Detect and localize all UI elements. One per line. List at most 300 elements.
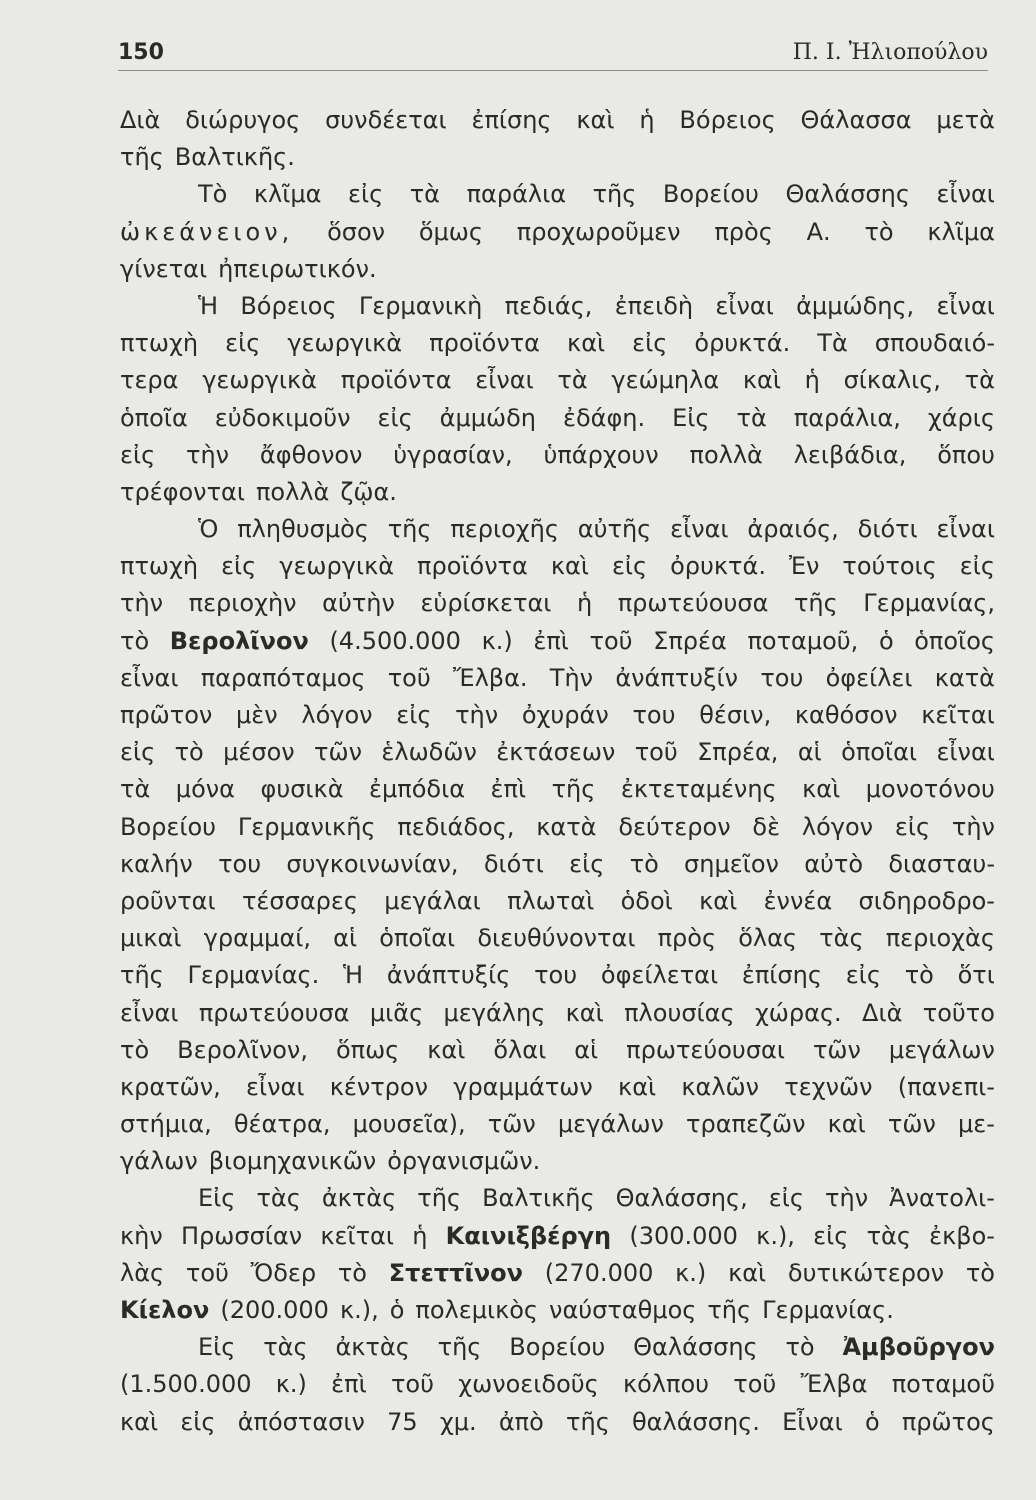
word: αἱ — [797, 738, 822, 767]
word: εἰς — [225, 329, 261, 358]
word: ὀρυκτά. — [694, 329, 791, 358]
word: τῆς — [387, 515, 432, 544]
word: εἰς — [768, 1184, 804, 1213]
word: μεγάλων — [557, 1110, 664, 1139]
word: ἡ — [804, 366, 820, 395]
word: στήμια, — [120, 1110, 212, 1139]
word: καλήν — [120, 849, 193, 878]
word: Θάλασσα — [800, 106, 912, 134]
word: εἰς — [813, 1221, 849, 1250]
word: Βόρειος — [679, 106, 776, 134]
word: εἶναι — [936, 180, 995, 209]
word: καὶ — [618, 1072, 657, 1101]
word: τῆς — [417, 1184, 461, 1213]
word: (270.000 — [544, 1258, 654, 1287]
word: εἶναι — [670, 515, 729, 544]
word: Γερμανικῆς — [237, 812, 376, 841]
word: τῆς — [566, 1407, 610, 1436]
word: τοῦ — [387, 663, 431, 692]
word: διότι — [483, 849, 544, 878]
word: κ.), — [339, 1296, 379, 1324]
word: ἄφθονον — [259, 440, 363, 469]
word: 75 — [387, 1407, 418, 1436]
word: τῆς — [437, 1333, 482, 1362]
word: ὅμως — [418, 217, 483, 246]
word: ἠπειρωτικόν. — [218, 254, 377, 283]
word: καὶ — [120, 1407, 159, 1436]
word: γεώμηλα — [611, 366, 720, 395]
word: προϊόντα — [429, 329, 541, 358]
word: τὰς — [263, 1333, 308, 1362]
word: θέατρα, — [233, 1110, 331, 1139]
word: μόνα — [175, 775, 235, 804]
word: τὸ — [120, 626, 150, 655]
word: τὸ — [629, 849, 659, 878]
word: πολεμικὸς — [415, 1296, 539, 1324]
word: τῆς — [551, 775, 596, 804]
word: ὑπάρχουν — [543, 440, 659, 469]
word: κ.), — [756, 1221, 795, 1250]
word: τῆς — [120, 143, 164, 172]
word: τέσσαρες — [241, 886, 358, 915]
word: εἶναι — [936, 291, 995, 320]
word: εἰς — [632, 329, 668, 358]
word: τοῦ — [634, 738, 678, 767]
word: τὰς — [819, 924, 864, 953]
word: πεδιάδος, — [397, 812, 515, 841]
word: του — [534, 961, 578, 990]
word: φυσικὰ — [260, 775, 344, 804]
word: δὲ — [752, 812, 781, 841]
place-name: Ἀμβοῦργον — [842, 1333, 995, 1362]
word: Ἔλβα. — [453, 663, 528, 692]
word: λόγον — [801, 812, 874, 841]
text-line — [120, 1069, 995, 1106]
word: βιομηχανικῶν — [208, 1147, 377, 1176]
word: Βόρειος — [240, 291, 337, 320]
text-line — [120, 325, 995, 362]
word: παράλια, — [793, 403, 901, 432]
word: Ἀνατολι- — [889, 1184, 995, 1213]
word: μιᾶς — [369, 998, 424, 1027]
word: τρέφονται — [120, 477, 245, 506]
word: τῶν — [812, 1035, 861, 1064]
word: τὰς — [866, 1221, 911, 1250]
word: εἰς — [348, 180, 384, 209]
text-line — [120, 920, 995, 957]
word: χωνοειδοῦς — [458, 1370, 599, 1399]
word: εἶναι — [715, 291, 774, 320]
header-rule — [118, 70, 988, 71]
word: γεωργικὰ — [279, 552, 395, 581]
word: Βαλτικῆς. — [174, 143, 295, 172]
word: εὐδοκιμοῦν — [214, 403, 351, 432]
word: ἡ — [412, 1221, 428, 1250]
word: τὴν — [120, 589, 164, 618]
word: μονοτόνου — [865, 775, 995, 804]
word: διασταυ- — [888, 849, 995, 878]
word: ὁποῖαι — [841, 738, 918, 767]
word: αὐτὸ — [804, 849, 864, 878]
word: καλῶν — [681, 1072, 760, 1101]
word: σίκαλις, — [843, 366, 941, 395]
word: Σπρέα, — [697, 738, 779, 767]
word: Βορείου — [120, 812, 217, 841]
word: κόλπου — [622, 1370, 710, 1399]
word: τὰ — [120, 775, 151, 804]
word: ὅσον — [327, 217, 386, 246]
word: μουσεῖα), — [352, 1110, 466, 1139]
word: (1.500.000 — [120, 1370, 252, 1399]
word: ποταμοῦ, — [747, 626, 859, 655]
word: γάλων — [120, 1147, 198, 1176]
word: καὶ — [802, 775, 841, 804]
word: τῶν — [887, 1110, 936, 1139]
word: σπουδαιό- — [874, 329, 995, 358]
word: Ἡ — [198, 291, 219, 320]
word: τῶν — [487, 1110, 536, 1139]
word: ναύσταθμος — [549, 1296, 697, 1324]
word: τοῦ — [185, 1258, 229, 1287]
word: τοῦ — [390, 1370, 434, 1399]
word: κλῖμα — [253, 180, 322, 209]
text-line — [120, 511, 995, 548]
word: τὸ — [174, 738, 204, 767]
text-line — [120, 883, 995, 920]
word: τὸ — [337, 1258, 367, 1287]
word: εἰς — [221, 552, 257, 581]
word: Βαλτικῆς — [482, 1184, 595, 1213]
word: κατὰ — [934, 663, 995, 692]
word: τὸ — [965, 1258, 995, 1287]
text-line — [120, 102, 995, 139]
word: ὅτι — [957, 961, 995, 990]
word: Εἰς — [198, 1333, 236, 1362]
word: εἰς — [569, 849, 605, 878]
word: λὰς — [120, 1258, 165, 1287]
word: συνδέεται — [325, 106, 447, 134]
word: τεχνῶν — [784, 1072, 873, 1101]
word: ἐδάφη. — [563, 403, 646, 432]
word: τῆς — [592, 180, 637, 209]
word: ὠκεάνειον, — [120, 217, 294, 246]
word: Τὸ — [198, 180, 228, 209]
word: σημεῖον — [684, 849, 779, 878]
word: τὸ — [904, 961, 934, 990]
word: εἰς — [396, 701, 432, 729]
word: χμ. — [439, 1407, 477, 1436]
word: Τὴν — [549, 663, 594, 692]
word: μεγάλων — [888, 1035, 995, 1064]
word: ἐκβο- — [929, 1221, 995, 1250]
word: εἰς — [180, 1407, 216, 1436]
word: μέσον — [223, 738, 295, 767]
text-line — [120, 1106, 995, 1143]
word: κ.) — [675, 1258, 707, 1287]
word: ὅπου — [937, 440, 995, 469]
word: πρωτεύουσαι — [626, 1035, 785, 1064]
word: τὴν — [186, 440, 230, 469]
word: κατὰ — [536, 812, 597, 841]
word: ἐκτεταμένης — [620, 775, 777, 804]
word: εἰς — [845, 961, 881, 990]
place-name: Καινιξβέργη — [445, 1221, 612, 1250]
word: τὰ — [736, 403, 767, 432]
word: σιδηροδρο- — [858, 886, 995, 915]
word: ἐπὶ — [490, 775, 527, 804]
word: γεωργικὰ — [202, 366, 317, 395]
word: ὁ — [878, 626, 894, 655]
running-head: Π. Ι. Ἠλιοπούλου — [792, 40, 988, 65]
word: ὀργανισμῶν. — [387, 1147, 541, 1176]
word: πλωταὶ — [507, 886, 595, 915]
word: πρωτεύουσα — [198, 998, 350, 1027]
word: ἀνάπτυξίν — [615, 663, 739, 692]
text-line — [120, 1404, 995, 1441]
word: Α. — [806, 217, 831, 246]
word: ἀπὸ — [498, 1407, 544, 1436]
word: πρὸς — [714, 217, 773, 246]
word: κ.) — [275, 1370, 307, 1399]
text-line — [120, 362, 995, 399]
word: Ἔλβα — [800, 1370, 868, 1399]
text-line — [120, 1032, 995, 1069]
word: ὁ — [864, 1407, 880, 1436]
word: Πρωσσίαν — [180, 1221, 303, 1250]
word: ὅπως — [335, 1035, 400, 1064]
word: καὶ — [742, 366, 781, 395]
word: εἶναι — [475, 366, 534, 395]
word: εἰς — [120, 738, 156, 767]
word: τὸ — [785, 1333, 815, 1362]
word: κεῖται — [921, 701, 995, 729]
word: Ἡ — [343, 961, 364, 990]
word: παράλια — [466, 180, 567, 209]
word: ἀμμώδης, — [796, 291, 915, 320]
word: τὸ — [120, 1035, 150, 1064]
place-name: Στεττῖνον — [388, 1258, 524, 1287]
word: πολλὰ — [255, 477, 330, 506]
word: κὴν — [120, 1221, 163, 1250]
word: (200.000 — [220, 1296, 329, 1324]
word: καὶ — [576, 106, 615, 134]
word: Ἐν — [788, 552, 820, 581]
word: προϊόντα — [340, 366, 452, 395]
word: συγκοινωνίαν, — [286, 849, 459, 878]
word: ζῷα. — [340, 477, 397, 506]
word: καθόσον — [794, 701, 898, 729]
word: κεῖται — [320, 1221, 394, 1250]
word: γίνεται — [120, 254, 208, 283]
text-line — [120, 1329, 995, 1366]
word: περιοχὰς — [885, 924, 995, 953]
text-line — [120, 623, 995, 660]
word: κ.) — [481, 626, 513, 655]
word: Βορείου — [509, 1333, 606, 1362]
word: ὅλας — [738, 924, 798, 953]
word: μικαὶ — [120, 924, 182, 953]
word: τῆς — [793, 589, 838, 618]
text-line — [120, 734, 995, 771]
word: εἰς — [120, 440, 156, 469]
word: κέντρον — [329, 1072, 428, 1101]
word: εἰς — [959, 552, 995, 581]
word: ὁδοὶ — [620, 886, 673, 915]
text-line — [120, 437, 995, 474]
word: του — [632, 701, 676, 729]
word: παραπόταμος — [200, 663, 366, 692]
word: καὶ — [565, 998, 604, 1027]
word: Θαλάσσης — [785, 180, 910, 209]
word: εἰς — [894, 812, 931, 841]
word: Θαλάσσης — [633, 1333, 758, 1362]
word: τὰ — [557, 366, 588, 395]
word: με- — [958, 1110, 995, 1139]
word: του — [760, 663, 804, 692]
word: τερα — [120, 366, 179, 395]
word: τῶν — [314, 738, 362, 767]
word: πλουσίας — [624, 998, 735, 1027]
text-line — [120, 251, 995, 288]
text-line — [120, 400, 995, 437]
word: ροῦνται — [120, 886, 216, 915]
word: κρατῶν, — [120, 1072, 221, 1101]
word: πεδιάς, — [504, 291, 593, 320]
word: Θαλάσσης, — [615, 1184, 748, 1213]
word: (4.500.000 — [329, 626, 461, 655]
word: τούτοις — [842, 552, 937, 581]
text-line — [120, 1218, 995, 1255]
text-line — [120, 771, 995, 808]
word: Γερμανικὴ — [358, 291, 483, 320]
word: Ὄδερ — [250, 1258, 317, 1287]
word: εἶναι — [936, 515, 995, 544]
word: τοῦτο — [922, 998, 995, 1027]
word: διευθύνονται — [477, 924, 636, 953]
word: τὰς — [256, 1184, 301, 1213]
text-line — [120, 1143, 995, 1180]
word: καὶ — [567, 329, 606, 358]
word: Βερολῖνον, — [177, 1035, 308, 1064]
word: τῆς — [120, 961, 164, 990]
word: γραμμαί, — [203, 924, 312, 953]
word: μεγάλης — [443, 998, 546, 1027]
word: Γερμανίας. — [187, 961, 320, 990]
word: (πανεπι- — [897, 1072, 995, 1101]
word: περιοχὴν — [188, 589, 297, 618]
word: Διὰ — [120, 106, 161, 134]
word: εὑρίσκεται — [420, 589, 552, 618]
word: ἡ — [639, 106, 655, 134]
word: ἐπὶ — [331, 1370, 367, 1399]
word: ὀφείλει — [825, 663, 913, 692]
word: περιοχῆς — [450, 515, 559, 544]
text-line — [120, 474, 995, 511]
word: μὲν — [236, 701, 278, 729]
word: ὁποῖαι — [379, 924, 456, 953]
word: Γερμανίας. — [762, 1296, 894, 1324]
word: ἀκτὰς — [321, 1184, 397, 1213]
word: εἰς — [377, 403, 413, 432]
word: διώρυγος — [185, 106, 301, 134]
word: καὶ — [728, 1258, 767, 1287]
page-header — [118, 40, 988, 70]
place-name: Βερολῖνον — [169, 626, 309, 655]
word: τὴν — [825, 1184, 869, 1213]
text-line — [120, 139, 995, 176]
text-line — [120, 1180, 995, 1217]
text-line — [120, 957, 995, 994]
page-number: 150 — [118, 40, 164, 65]
text-line — [120, 1292, 995, 1329]
word: αὐτὴν — [322, 589, 395, 618]
word: πρῶτος — [901, 1407, 995, 1436]
word: κλῖμα — [927, 217, 995, 246]
word: πτωχὴ — [120, 552, 199, 581]
word: ποταμοῦ — [891, 1370, 995, 1399]
word: ὀχυράν — [521, 701, 609, 729]
word: Διὰ — [862, 998, 903, 1027]
word: τὰ — [409, 180, 441, 209]
word: ἐπίσης — [471, 106, 552, 134]
place-name: Κίελον — [120, 1296, 210, 1324]
word: ἐκτάσεων — [496, 738, 616, 767]
word: αἱ — [333, 924, 358, 953]
word: δυτικώτερον — [787, 1258, 945, 1287]
word: Βορείου — [662, 180, 759, 209]
text-line — [120, 585, 995, 622]
word: εἶναι — [246, 1072, 305, 1101]
word: Σπρέα — [653, 626, 727, 655]
word: γραμμάτων — [453, 1072, 593, 1101]
word: Γερμανίας, — [863, 589, 995, 618]
word: διότι — [857, 515, 918, 544]
word: θαλάσσης. — [632, 1407, 760, 1436]
word: προϊόντα — [417, 552, 528, 581]
text-line — [120, 214, 995, 251]
word: ὁ — [389, 1296, 405, 1324]
word: καὶ — [699, 886, 738, 915]
word: ἀμμώδη — [439, 403, 537, 432]
word: ὅλαι — [493, 1035, 547, 1064]
word: εἶναι — [120, 998, 179, 1027]
word: αὐτῆς — [577, 515, 652, 544]
text-line — [120, 660, 995, 697]
word: ὑγρασίαν, — [393, 440, 513, 469]
word: τοῦ — [733, 1370, 777, 1399]
word: χάρις — [927, 403, 995, 432]
word: εἶναι — [120, 663, 179, 692]
word: θέσιν, — [699, 701, 772, 729]
word: Εἰς — [198, 1184, 236, 1213]
word: ἑλωδῶν — [381, 738, 477, 767]
word: πρὸς — [657, 924, 717, 953]
word: ἀκτὰς — [335, 1333, 410, 1362]
body-text — [120, 102, 995, 1441]
word: Εἰς — [672, 403, 710, 432]
word: δεύτερον — [618, 812, 731, 841]
word: Τὰ — [817, 329, 848, 358]
text-line — [120, 1366, 995, 1403]
word: γεωργικὰ — [287, 329, 403, 358]
word: τῆς — [707, 1296, 752, 1324]
word: ἐπειδὴ — [614, 291, 694, 320]
word: ἀνάπτυξίς — [386, 961, 511, 990]
word: πτωχὴ — [120, 329, 199, 358]
word: μετὰ — [936, 106, 995, 134]
word: καὶ — [427, 1035, 466, 1064]
word: Ὁ — [198, 515, 219, 544]
